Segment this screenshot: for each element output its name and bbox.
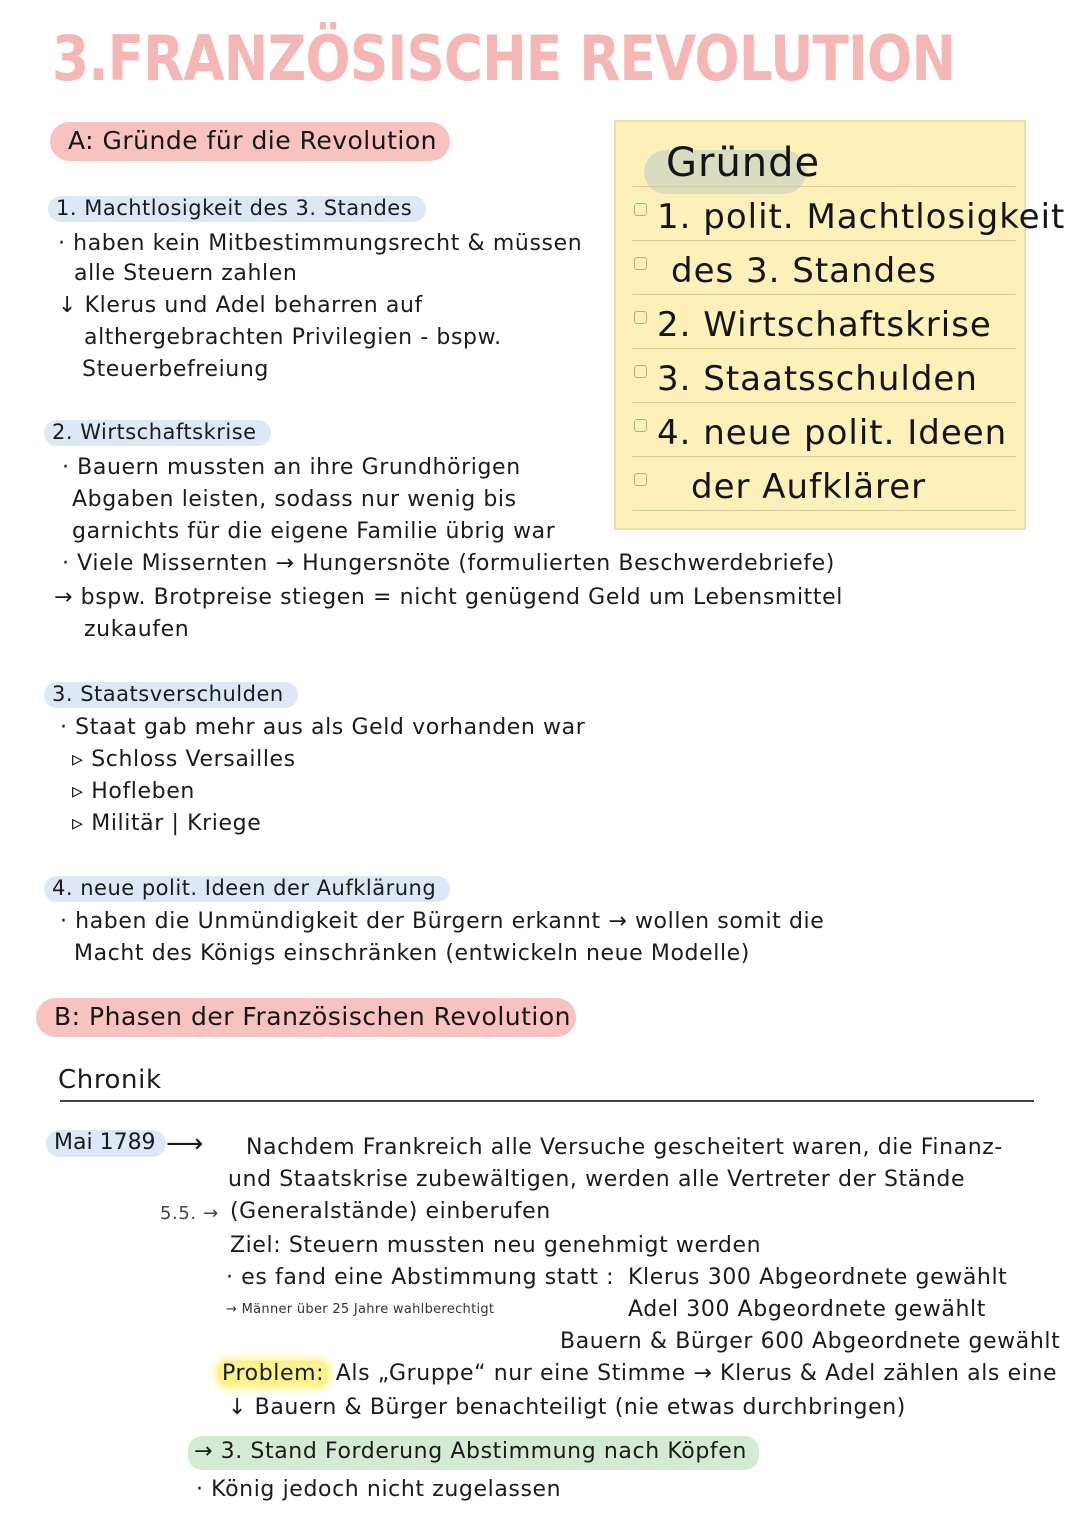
reason-1-line: althergebrachten Privilegien - bspw. bbox=[84, 325, 502, 350]
demand-highlight: → 3. Stand Forderung Abstimmung nach Köpfen bbox=[188, 1436, 759, 1470]
problem-consequence: ↓ Bauern & Bürger benachteiligt (nie etwas durchbringen) bbox=[228, 1395, 906, 1420]
section-a-heading: A: Gründe für die Revolution bbox=[50, 122, 450, 161]
note-item[interactable]: 2. Wirtschaftskrise bbox=[634, 298, 992, 352]
entry-text-line: (Generalstände) einberufen bbox=[230, 1199, 551, 1224]
reason-3-line: ▹ Hofleben bbox=[72, 779, 195, 804]
subdate-label: 5.5. → bbox=[160, 1203, 219, 1224]
reason-4-heading: 4. neue polit. Ideen der Aufklärung bbox=[44, 876, 450, 902]
section-b-heading: B: Phasen der Französischen Revolution bbox=[36, 998, 576, 1037]
note-item[interactable]: 1. polit. Machtlosigkeit bbox=[634, 190, 1065, 244]
checkbox-icon[interactable] bbox=[634, 365, 647, 378]
entry-text-line: Nachdem Frankreich alle Versuche gescheitert waren, die Finanz- bbox=[246, 1135, 1003, 1160]
problem-text: Als „Gruppe“ nur eine Stimme → Klerus & Adel zählen als eine bbox=[335, 1361, 1058, 1386]
reason-4-line: Macht des Königs einschränken (entwickeln neue Modelle) bbox=[74, 941, 750, 966]
problem-label: Problem: bbox=[218, 1361, 328, 1386]
king-line: · König jedoch nicht zugelassen bbox=[196, 1477, 562, 1502]
checkbox-icon[interactable] bbox=[634, 473, 647, 486]
reason-2-line: · Bauern mussten an ihre Grundhörigen bbox=[62, 455, 521, 480]
reason-2-line: zukaufen bbox=[84, 617, 190, 642]
chronicle-divider bbox=[60, 1100, 1034, 1102]
arrow-right-icon: ⟶ bbox=[166, 1129, 204, 1159]
entry-goal: Ziel: Steuern mussten neu genehmigt werden bbox=[230, 1233, 762, 1258]
voter-note: → Männer über 25 Jahre wahlberechtigt bbox=[226, 1302, 495, 1317]
note-item[interactable]: der Aufklärer bbox=[634, 460, 926, 514]
reason-2-heading: 2. Wirtschaftskrise bbox=[44, 420, 271, 446]
reason-1-line: alle Steuern zahlen bbox=[74, 261, 298, 286]
reason-2-line: → bspw. Brotpreise stiegen = nicht genügend Geld um Lebensmittel bbox=[54, 585, 843, 610]
reason-2-line: Abgaben leisten, sodass nur wenig bis bbox=[72, 487, 517, 512]
reason-2-line: garnichts für die eigene Familie übrig war bbox=[72, 519, 556, 544]
reason-1-line: ↓ Klerus und Adel beharren auf bbox=[58, 293, 423, 318]
note-ruled-line bbox=[632, 186, 1016, 187]
reason-3-heading: 3. Staatsverschulden bbox=[44, 682, 298, 708]
reason-1-heading: 1. Machtlosigkeit des 3. Standes bbox=[48, 196, 426, 222]
reason-3-line: ▹ Militär | Kriege bbox=[72, 811, 262, 836]
checkbox-icon[interactable] bbox=[634, 311, 647, 324]
chronicle-subheading: Chronik bbox=[58, 1065, 162, 1095]
reason-3-line: ▹ Schloss Versailles bbox=[72, 747, 296, 772]
checkbox-icon[interactable] bbox=[634, 419, 647, 432]
reason-1-line: Steuerbefreiung bbox=[82, 357, 269, 382]
page-title: 3.FRANZÖSISCHE REVOLUTION bbox=[52, 22, 956, 95]
note-title: Gründe bbox=[666, 140, 821, 186]
checkbox-icon[interactable] bbox=[634, 203, 647, 216]
vote-row-klerus: Klerus 300 Abgeordnete gewählt bbox=[628, 1265, 1008, 1290]
reason-2-line: · Viele Missernten → Hungersnöte (formulierten Beschwerdebriefe) bbox=[62, 551, 835, 576]
note-item[interactable]: des 3. Standes bbox=[634, 244, 937, 298]
entry-text-line: und Staatskrise zubewältigen, werden alle Vertreter der Stände bbox=[228, 1167, 966, 1192]
reason-1-line: · haben kein Mitbestimmungsrecht & müssen bbox=[58, 231, 583, 256]
date-badge: Mai 1789 bbox=[46, 1130, 166, 1157]
vote-row-buerger: Bauern & Bürger 600 Abgeordnete gewählt bbox=[560, 1329, 1061, 1354]
checkbox-icon[interactable] bbox=[634, 257, 647, 270]
vote-row-adel: Adel 300 Abgeordnete gewählt bbox=[628, 1297, 986, 1322]
problem-line bbox=[218, 1358, 1057, 1390]
sticky-note-summary bbox=[614, 120, 1066, 530]
vote-intro: · es fand eine Abstimmung statt : bbox=[226, 1265, 615, 1290]
note-item[interactable]: 4. neue polit. Ideen bbox=[634, 406, 1007, 460]
note-item[interactable]: 3. Staatsschulden bbox=[634, 352, 978, 406]
reason-4-line: · haben die Unmündigkeit der Bürgern erkannt → wollen somit die bbox=[60, 909, 825, 934]
reason-3-line: · Staat gab mehr aus als Geld vorhanden war bbox=[60, 715, 586, 740]
